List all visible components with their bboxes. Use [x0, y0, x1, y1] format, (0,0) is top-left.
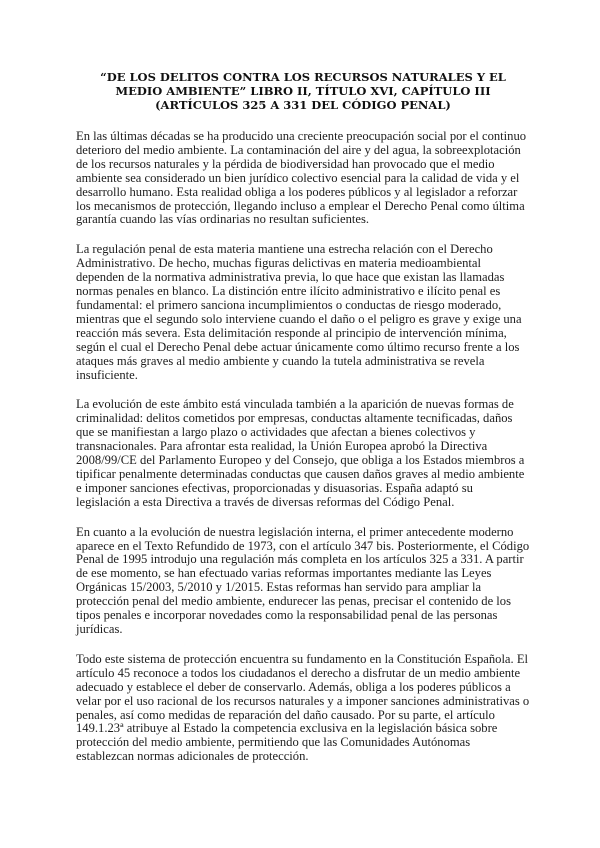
paragraph-intro: En las últimas décadas se ha producido una creciente preocupación social por el continuo deterioro del medio ambiente. La contaminación del aire y del agua, la sobreexplotación de los recursos naturales y la pérdida de biodiversidad han provocado que el medio ambiente sea considerado un bien jurídico colectivo esencial para la calidad de vida y el desarrollo humano. Esta realidad obliga a los poderes públicos y al legislador a reforzar los mecanismos de protección, llegando incluso a emplear el Derecho Penal como última garantía cuando las vías ordinarias no resultan suficientes. — [76, 129, 527, 227]
paragraph-legislative-evolution: En cuanto a la evolución de nuestra legislación interna, el primer antecedente moderno aparece en el Texto Refundido de 1973, con el artículo 347 bis. Posteriormente, el Código Penal de 1995 introdujo una regulación más completa en los artículos 325 a 331. A partir de ese momento, se han efectuado varias reformas importantes mediante las Leyes Orgánicas 15/2003, 5/2010 y 1/2015. Estas reformas han servido para ampliar la protección penal del medio ambiente, endurecer las penas, precisar el contenido de los tipos penales e incorporar novedades como la responsabilidad penal de las personas jurídicas. — [76, 524, 530, 636]
paragraph-constitutional-basis: Todo este sistema de protección encuentra su fundamento en la Constitución Española. El artículo 45 reconoce a todos los ciudadanos el derecho a disfrutar de un medio ambiente adecuado y establece el deber de conservarlo. Además, obliga a los poderes públicos a velar por el uso racional de los recursos naturales y a imponer sanciones administrativas o penales, así como medidas de reparación del daño causado. Por su parte, el artículo 149.1.23ª atribuye al Estado la competencia exclusiva en la legislación básica sobre protección del medio ambiente, permitiendo que las Comunidades Autónomas establezcan normas adicionales de protección. — [76, 651, 530, 764]
document-page — [76, 70, 530, 780]
document-title: “DE LOS DELITOS CONTRA LOS RECURSOS NATURALES Y EL MEDIO AMBIENTE” LIBRO II, TÍTULO XVI, CAPÍTULO III (ARTÍCULOS 325 A 331 DEL CÓDIGO PENAL) — [100, 70, 506, 112]
paragraph-administrative-relation: La regulación penal de esta materia mantiene una estrecha relación con el Derecho Administrativo. De hecho, muchas figuras delictivas en materia medioambiental dependen de la normativa administrativa previa, lo que hace que existan las llamadas normas penales en blanco. La distinción entre ilícito administrativo e ilícito penal es fundamental: el primero sanciona incumplimientos o conductas de riesgo moderado, mientras que el segundo solo interviene cuando el daño o el peligro es grave y exige una reacción más severa. Esta delimitación responde al principio de intervención mínima, según el cual el Derecho Penal debe actuar únicamente como último recurso frente a los ataques más graves al medio ambiente y cuando la tutela administrativa se revela insuficiente. — [76, 242, 522, 382]
paragraph-european-directive: La evolución de este ámbito está vinculada también a la aparición de nuevas formas de criminalidad: delitos cometidos por empresas, conductas altamente tecnificadas, daños que se manifiestan a largo plazo o actividades que afectan a bienes colectivos y transnacionales. Para afrontar esta realidad, la Unión Europea aprobó la Directiva 2008/99/CE del Parlamento Europeo y del Consejo, que obliga a los Estados miembros a tipificar penalmente determinadas conductas que causen daños graves al medio ambiente e imponer sanciones efectivas, proporcionadas y disuasorias. España adaptó su legislación a esta Directiva a través de diversas reformas del Código Penal. — [76, 397, 525, 509]
